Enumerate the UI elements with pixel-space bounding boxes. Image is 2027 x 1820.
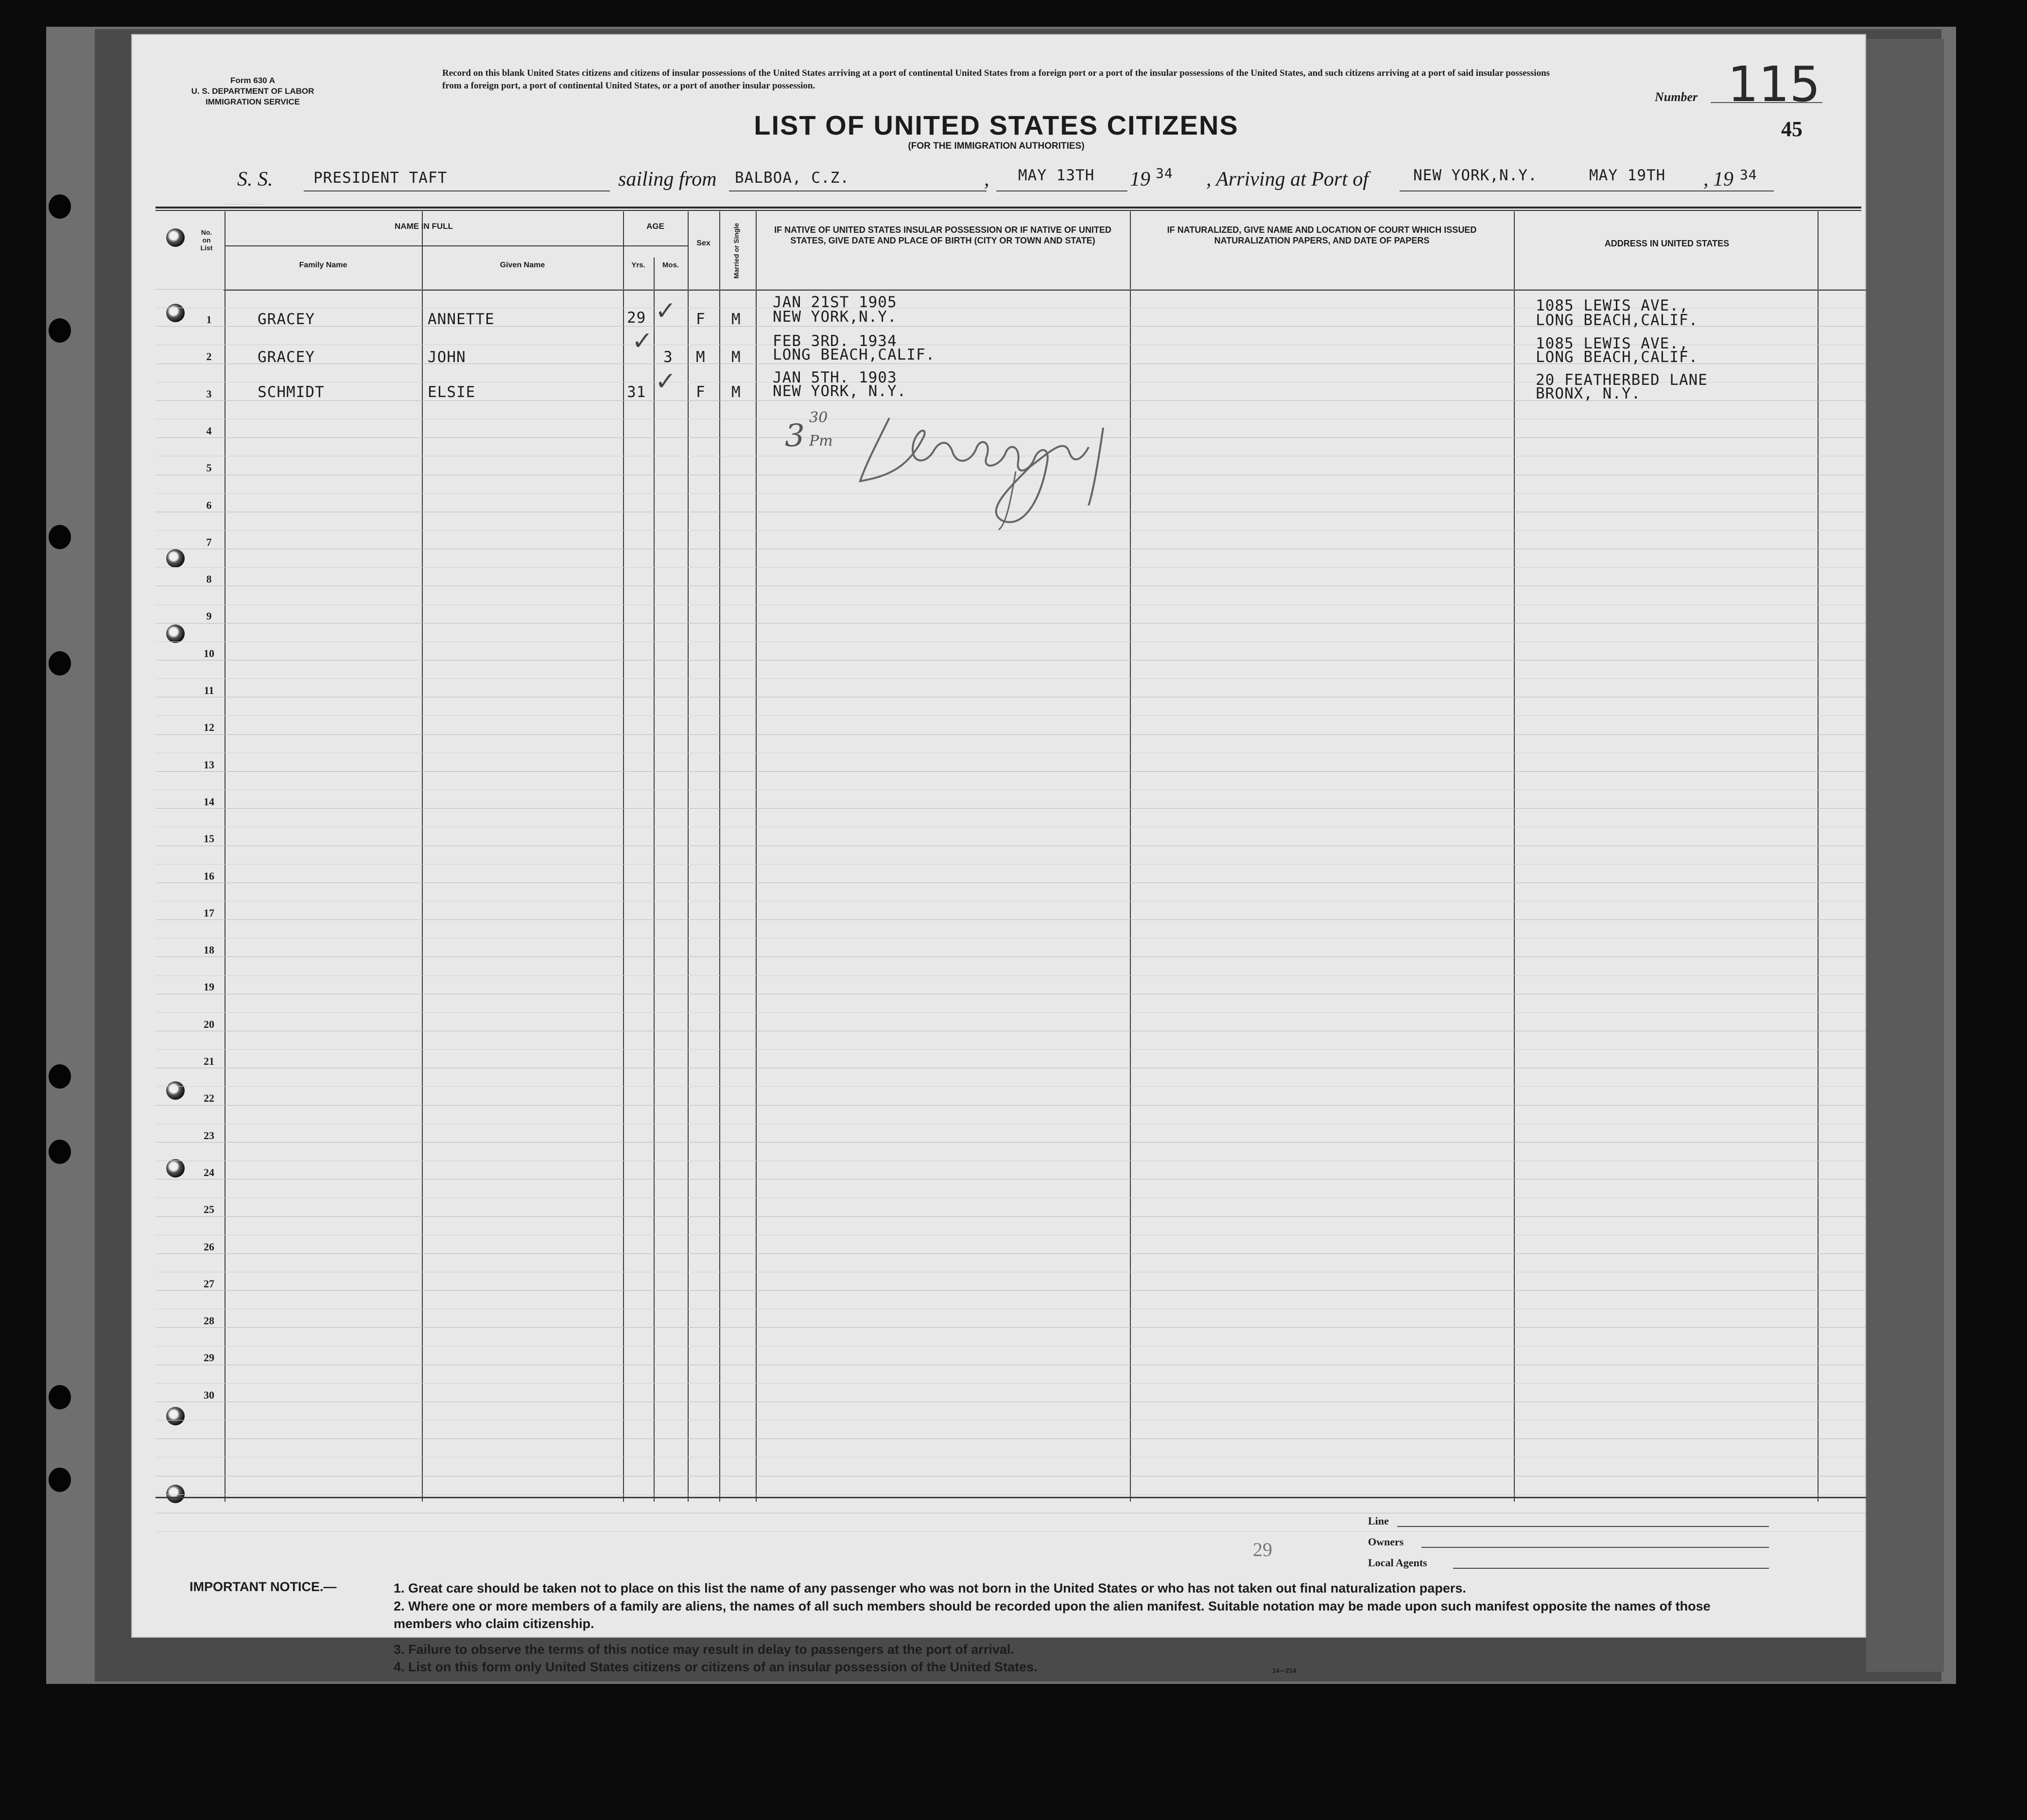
form-id-line: Form 630 A [230, 76, 275, 85]
age-years: 29 [627, 309, 646, 327]
sailing-from-label: sailing from [618, 168, 717, 191]
grommet [166, 304, 185, 322]
age-months: 3 [663, 348, 673, 366]
address-line-2: LONG BEACH,CALIF. [1536, 348, 1698, 366]
column-divider [1818, 211, 1819, 1502]
page-subtitle: (FOR THE IMMIGRATION AUTHORITIES) [908, 141, 1085, 151]
header-married-single: Married or Single [732, 223, 740, 279]
comma: , [1703, 168, 1709, 191]
page-number: 45 [1781, 117, 1802, 141]
punch-hole [49, 1385, 71, 1409]
birth-date: FEB 3RD. 1934 [773, 332, 897, 350]
arriving-label: , Arriving at Port of [1206, 168, 1369, 191]
row-rule [156, 1290, 1866, 1291]
row-rule [156, 1253, 1866, 1254]
row-number: 11 [204, 684, 214, 696]
row-rule [156, 289, 1866, 290]
row-number: 18 [204, 944, 214, 956]
page-title: LIST OF UNITED STATES CITIZENS [754, 110, 1239, 140]
column-divider [654, 258, 655, 1502]
family-name: GRACEY [258, 348, 315, 366]
row-subrule [156, 1197, 1866, 1198]
row-number: 19 [204, 981, 214, 993]
address-line-2: BRONX, N.Y. [1536, 385, 1641, 402]
stamp-number: 29 [1253, 1539, 1272, 1560]
row-number: 5 [206, 462, 212, 474]
column-divider [719, 211, 720, 1502]
header-no-on-list [187, 228, 226, 252]
marital-status: M [731, 311, 741, 328]
age-header-rule [623, 245, 688, 246]
row-number: 13 [204, 758, 214, 771]
row-subrule [156, 1383, 1866, 1384]
column-divider [422, 211, 423, 1502]
given-name: ELSIE [428, 383, 476, 401]
owners-label: Owners [1368, 1536, 1404, 1548]
notice-item: 2. Where one or more members of a family are aliens, the names of all such members should be recorded upon the alien manifest. Suitable notation may be made upon such manifest opposite the names of those members who claim citizenship. [394, 1599, 1711, 1631]
row-number: 26 [204, 1240, 214, 1253]
row-number: 27 [204, 1277, 214, 1290]
number-label: Number [1655, 90, 1698, 104]
row-subrule [156, 1086, 1866, 1087]
header-text: No. [201, 228, 212, 236]
to-year: 34 [1740, 167, 1757, 183]
row-number: 17 [204, 906, 214, 919]
grommet [166, 624, 185, 643]
address-line-1: 20 FEATHERBED LANE [1536, 371, 1708, 389]
header-address: ADDRESS IN UNITED STATES [1604, 239, 1730, 248]
address-line-1: 1085 LEWIS AVE., [1536, 297, 1689, 314]
notice-item: 3. Failure to observe the terms of this notice may result in delay to passengers at the port of arrival. [394, 1642, 1014, 1657]
row-rule [156, 956, 1866, 957]
table-top-rule [156, 210, 1861, 211]
row-number: 24 [204, 1166, 214, 1179]
row-subrule [156, 641, 1866, 642]
header-family-name: Family Name [299, 261, 347, 269]
column-divider [756, 211, 757, 1502]
row-subrule [156, 1346, 1866, 1347]
grommet [166, 1159, 185, 1178]
list-number: 115 [1728, 56, 1820, 113]
row-rule [156, 1142, 1866, 1143]
column-divider [1130, 211, 1131, 1502]
punch-hole [49, 525, 71, 549]
given-name: JOHN [428, 348, 466, 366]
row-number: 10 [204, 647, 214, 659]
notice-item: 4. List on this form only United States citizens or citizens of an insular possession of the United States. [394, 1660, 1038, 1674]
marital-status: M [731, 383, 741, 401]
row-subrule [156, 678, 1866, 679]
punch-hole [49, 318, 71, 343]
to-port: NEW YORK,N.Y. [1413, 167, 1538, 184]
checkmark-icon: ✓ [632, 327, 653, 356]
sex: F [696, 311, 706, 328]
row-number: 22 [204, 1092, 214, 1105]
ship-name: PRESIDENT TAFT [313, 169, 448, 187]
header-age: AGE [646, 222, 664, 231]
notice-item: 1. Great care should be taken not to place on this list the name of any passenger who was not born in the United States or who has not taken out final naturalization papers. [394, 1581, 1466, 1595]
header-text: List [200, 244, 213, 252]
form-identifier [180, 75, 326, 107]
age-years: 31 [627, 383, 646, 401]
table-bottom-rule [156, 1497, 1866, 1498]
name-header-rule [225, 245, 623, 246]
given-name: ANNETTE [428, 311, 495, 328]
form-id-line: U. S. DEPARTMENT OF LABOR [191, 87, 314, 96]
header-naturalized: IF NATURALIZED, GIVE NAME AND LOCATION OF COURT WHICH ISSUED NATURALIZATION PAPERS, AND DATE OF PAPERS [1167, 225, 1477, 245]
page-edge-shadow [1866, 39, 1944, 1672]
row-number: 21 [204, 1055, 214, 1067]
row-number: 7 [206, 536, 212, 548]
row-rule [156, 919, 1866, 920]
punch-hole [49, 1064, 71, 1089]
sex: F [696, 383, 706, 401]
punch-hole [49, 194, 71, 219]
row-rule [156, 771, 1866, 772]
header-birth: IF NATIVE OF UNITED STATES INSULAR POSSESSION OR IF NATIVE OF UNITED STATES, GIVE DATE AND PLACE OF BIRTH (CITY OR TOWN AND STATE) [774, 225, 1111, 245]
handwritten-time-minutes: 30 [809, 409, 828, 426]
marital-status: M [731, 348, 741, 366]
row-rule [156, 734, 1866, 735]
grommet [166, 1407, 185, 1425]
birth-date: JAN 5TH. 1903 [773, 369, 897, 386]
row-subrule [156, 1049, 1866, 1050]
checkmark-icon: ✓ [655, 296, 676, 326]
row-subrule [156, 1494, 1866, 1495]
header-name-in-full: NAME IN FULL [395, 222, 453, 231]
row-number: 12 [204, 721, 214, 734]
form-id-line: IMMIGRATION SERVICE [206, 97, 300, 106]
row-number: 29 [204, 1352, 214, 1364]
row-number: 25 [204, 1203, 214, 1216]
header-months: Mos. [662, 261, 679, 269]
row-number: 20 [204, 1018, 214, 1030]
row-subrule [156, 567, 1866, 568]
from-year: 34 [1156, 165, 1173, 181]
to-date: MAY 19TH [1589, 167, 1666, 184]
birth-place: NEW YORK,N.Y. [773, 308, 897, 326]
owners-field [1421, 1547, 1769, 1548]
local-agents-field [1453, 1568, 1769, 1569]
row-rule [156, 623, 1866, 624]
line-label: Line [1368, 1515, 1389, 1527]
row-number: 6 [206, 499, 212, 511]
header-sex: Sex [696, 239, 710, 247]
year-prefix: 19 [1130, 168, 1150, 191]
header-years: Yrs. [631, 261, 645, 269]
row-subrule [156, 864, 1866, 865]
row-number: 1 [206, 313, 212, 326]
handwritten-time-hour: 3 [785, 418, 805, 454]
printer-mark: · · · · · · · · · · · · · · [224, 202, 264, 207]
notice-heading: IMPORTANT NOTICE.— [190, 1579, 337, 1594]
punch-hole [49, 1140, 71, 1164]
row-number: 2 [206, 350, 212, 363]
row-subrule [156, 1531, 1866, 1532]
ss-label: S. S. [237, 168, 273, 191]
grommet [166, 549, 185, 568]
row-number: 14 [204, 795, 214, 808]
punch-hole [49, 651, 71, 676]
row-number: 9 [206, 610, 212, 623]
family-name: SCHMIDT [258, 383, 325, 401]
row-number: 8 [206, 573, 212, 586]
inspector-signature [778, 408, 1166, 535]
row-rule [156, 1327, 1866, 1328]
form-code: 14—214 [1272, 1667, 1297, 1674]
birth-date: JAN 21ST 1905 [773, 294, 897, 311]
grommet [166, 1081, 185, 1100]
family-name: GRACEY [258, 311, 315, 328]
address-line-2: LONG BEACH,CALIF. [1536, 312, 1698, 329]
row-number: 28 [204, 1315, 214, 1327]
birth-place: NEW YORK, N.Y. [773, 382, 907, 400]
checkmark-icon: ✓ [655, 367, 676, 396]
row-subrule [156, 1012, 1866, 1013]
comma: , [984, 168, 989, 191]
header-text: on [202, 236, 211, 244]
sex: M [696, 348, 706, 366]
form-instruction: Record on this blank United States citizens and citizens of insular possessions of the United States arriving at a port of continental United States from a foreign port or a port of the insular possessions of the United States, and such citizens arriving at a port of said insular possessions from a foreign port, a port of continental United States, or a port of another insular possession. [442, 68, 1550, 91]
grommet [166, 228, 185, 247]
handwritten-time-suffix: Pm [809, 433, 833, 450]
address-line-1: 1085 LEWIS AVE., [1536, 335, 1689, 352]
header-given-name: Given Name [500, 261, 545, 269]
row-number: 23 [204, 1129, 214, 1142]
row-rule [156, 1105, 1866, 1106]
year-prefix: 19 [1713, 168, 1733, 191]
row-number: 16 [204, 869, 214, 882]
column-divider [1514, 211, 1515, 1502]
birth-place: LONG BEACH,CALIF. [773, 346, 936, 364]
row-subrule [156, 1420, 1866, 1421]
row-rule [156, 1216, 1866, 1217]
column-divider [688, 211, 689, 1502]
line-field [1397, 1526, 1769, 1527]
row-number: 4 [206, 424, 212, 437]
row-number: 15 [204, 832, 214, 845]
from-date: MAY 13TH [1018, 167, 1095, 184]
row-number: 30 [204, 1388, 214, 1401]
row-number: 3 [206, 387, 212, 400]
row-rule [156, 808, 1866, 809]
column-divider [623, 211, 624, 1502]
row-subrule [156, 715, 1866, 716]
row-subrule [156, 975, 1866, 976]
local-agents-label: Local Agents [1368, 1557, 1427, 1569]
table-top-rule [156, 207, 1861, 208]
manifest-page [131, 34, 1866, 1638]
from-port: BALBOA, C.Z. [735, 169, 849, 187]
punch-hole [49, 1468, 71, 1492]
